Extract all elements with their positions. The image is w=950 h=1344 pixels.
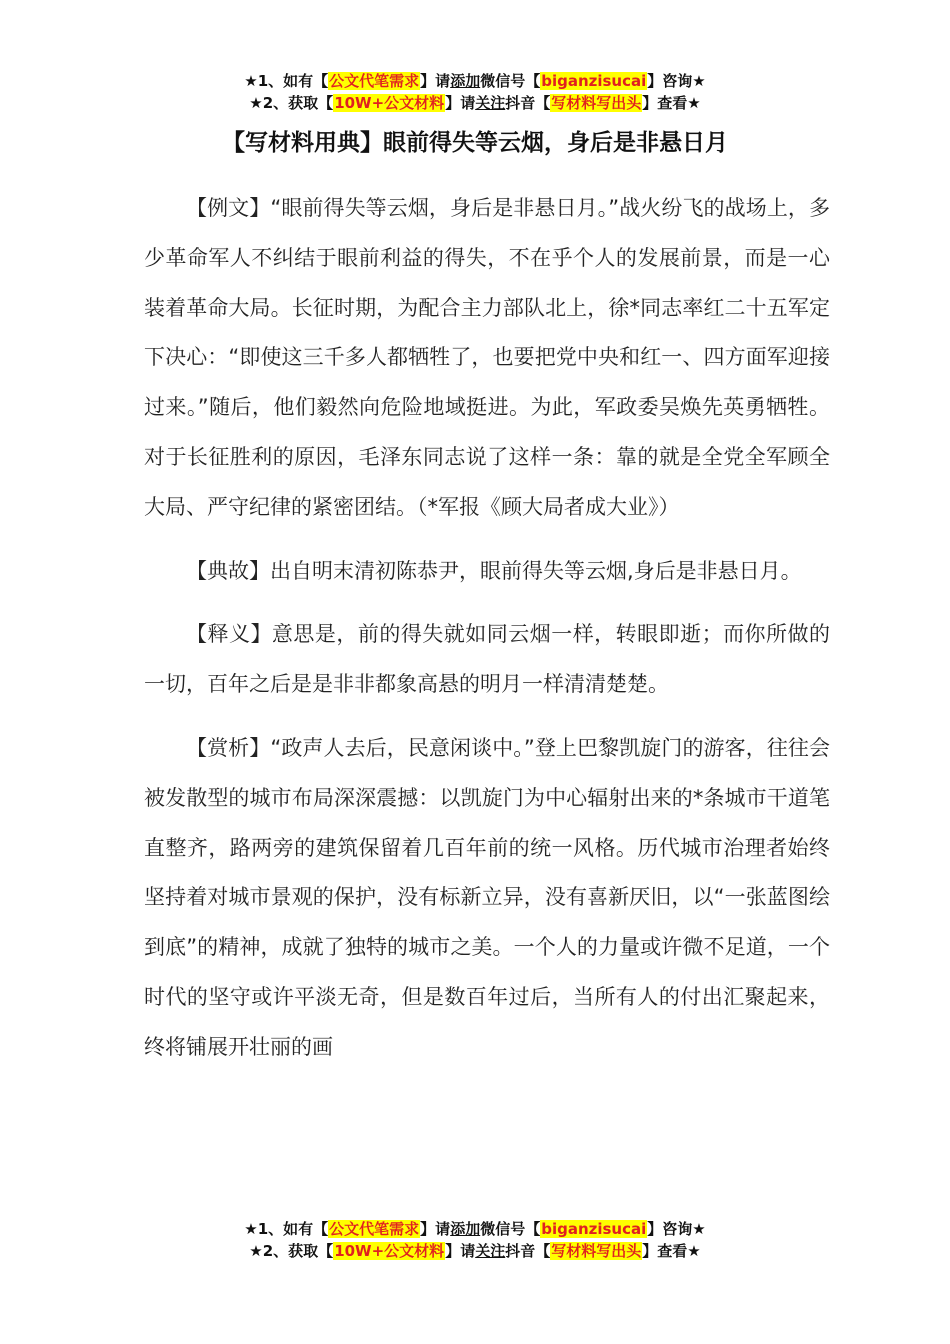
banner-highlight: 公文代笔需求 xyxy=(329,1220,420,1238)
banner-text: 】咨询★ xyxy=(647,1220,706,1238)
banner-text: 抖音【 xyxy=(505,1242,551,1260)
banner-highlight-douyin-id: 写材料写出头 xyxy=(551,1242,642,1260)
paragraph-example: 【例文】“眼前得失等云烟，身后是非悬日月。”战火纷飞的战场上，多少革命军人不纠结于眼前利益的得失，不在乎个人的发展前景，而是一心装着革命大局。长征时期，为配合主力部队北上，徐*同志率红二十五军定下决心：“即使这三千多人都牺牲了，也要把党中央和红一、四方面军迎接过来。”随后，他们毅然向危险地域挺进。为此，军政委吴焕先英勇牺牲。对于长征胜利的原因，毛泽东同志说了这样一条：靠的就是全党全军顾全大局、严守纪律的紧密团结。（*军报《顾大局者成大业》） xyxy=(144,196,830,519)
banner-text: ★1、如有【 xyxy=(244,72,329,90)
banner-underlined-text: 添加 xyxy=(450,72,481,90)
banner-text: 微信号【 xyxy=(480,1220,541,1238)
banner-highlight: 公文代笔需求 xyxy=(329,72,420,90)
banner-underlined-text: 关注 xyxy=(475,94,506,112)
banner-highlight: 10W+公文材料 xyxy=(334,1242,445,1260)
banner-text: 】查看★ xyxy=(642,94,701,112)
banner-text: ★1、如有【 xyxy=(244,1220,329,1238)
banner-text: 】查看★ xyxy=(642,1242,701,1260)
banner-underlined-text: 添加 xyxy=(450,1220,481,1238)
banner-text: 微信号【 xyxy=(480,72,541,90)
banner-text: 】请 xyxy=(445,94,476,112)
banner-highlight-douyin-id: 写材料写出头 xyxy=(551,94,642,112)
banner-highlight-wechat-id: biganzisucai xyxy=(541,1220,647,1238)
banner-text: 抖音【 xyxy=(505,94,551,112)
paragraph-interpretation: 【释义】意思是，前的得失就如同云烟一样，转眼即逝；而你所做的一切，百年之后是是非非都象高悬的明月一样清清楚楚。 xyxy=(144,622,830,697)
header-banner-line-1 xyxy=(0,70,950,92)
banner-text: ★2、获取【 xyxy=(249,94,334,112)
footer-banner-line-2 xyxy=(0,1240,950,1262)
header-banner-line-2 xyxy=(0,92,950,114)
paragraph-allusion: 【典故】出自明末清初陈恭尹，眼前得失等云烟,身后是非悬日月。 xyxy=(186,558,802,583)
paragraph-appreciation: 【赏析】“政声人去后，民意闲谈中。”登上巴黎凯旋门的游客，往往会被发散型的城市布局深深震撼：以凯旋门为中心辐射出来的*条城市干道笔直整齐，路两旁的建筑保留着几百年前的统一风格。历代城市治理者始终坚持着对城市景观的保护，没有标新立异，没有喜新厌旧，以“一张蓝图绘到底”的精神，成就了独特的城市之美。一个人的力量或许微不足道，一个时代的坚守或许平淡无奇，但是数百年过后，当所有人的付出汇聚起来，终将铺展开壮丽的画 xyxy=(144,735,830,1059)
header-banner xyxy=(0,70,950,114)
banner-underlined-text: 关注 xyxy=(475,1242,506,1260)
banner-text: 】请 xyxy=(420,72,451,90)
document-title: 【写材料用典】眼前得失等云烟，身后是非悬日月 xyxy=(222,130,728,156)
banner-text: 】请 xyxy=(445,1242,476,1260)
document-body xyxy=(144,184,830,1087)
banner-highlight-wechat-id: biganzisucai xyxy=(541,72,647,90)
footer-banner xyxy=(0,1218,950,1262)
banner-text: 】请 xyxy=(420,1220,451,1238)
banner-text: 】咨询★ xyxy=(647,72,706,90)
footer-banner-line-1 xyxy=(0,1218,950,1240)
banner-text: ★2、获取【 xyxy=(249,1242,334,1260)
banner-highlight: 10W+公文材料 xyxy=(334,94,445,112)
